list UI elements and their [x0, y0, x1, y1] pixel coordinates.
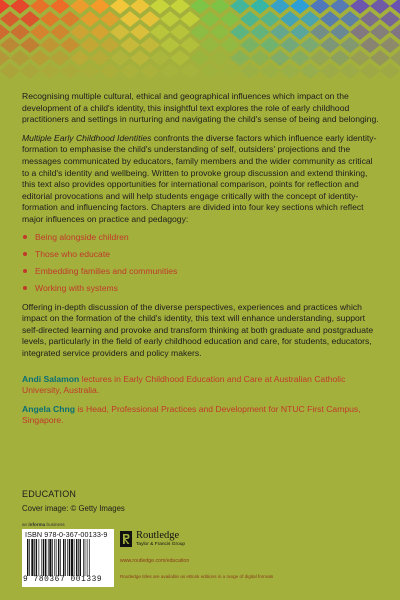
section-list: [22, 232, 380, 293]
banner-tile: [260, 37, 280, 53]
isbn-label: ISBN 978-0-367-00133-9: [25, 530, 108, 539]
banner-tile: [0, 63, 20, 79]
banner-tile: [60, 63, 80, 79]
banner-tile: [200, 37, 220, 53]
banner-tile: [110, 0, 130, 14]
banner-tile: [370, 24, 390, 40]
banner-tile: [330, 24, 350, 40]
banner-tile: [260, 63, 280, 79]
banner-tile: [10, 50, 30, 66]
barcode-bar: [76, 539, 77, 576]
barcode-bar: [36, 539, 37, 576]
banner-tile: [30, 50, 50, 66]
category-label: EDUCATION: [22, 489, 77, 499]
banner-tile: [200, 11, 220, 27]
banner-tile: [230, 0, 250, 14]
banner-tile: [170, 0, 190, 14]
banner-tile: [150, 50, 170, 66]
barcode-bar: [71, 539, 73, 576]
barcode-bar: [54, 539, 55, 576]
list-item-label: Those who educate: [35, 248, 111, 259]
banner-tile: [40, 37, 60, 53]
barcode-bar: [45, 539, 46, 576]
banner-tile: [190, 24, 210, 40]
banner-tile: [380, 37, 400, 53]
banner-tile: [230, 50, 250, 66]
banner-tile: [280, 37, 300, 53]
banner-tile: [10, 0, 30, 14]
banner-tile: [160, 37, 180, 53]
barcode-bar: [48, 539, 49, 576]
description-paragraph: [22, 133, 380, 226]
barcode-bar: [69, 539, 70, 576]
banner-tile: [170, 24, 190, 40]
banner-tile: [100, 37, 120, 53]
list-item-label: Working with systems: [35, 282, 118, 293]
barcode-bar: [67, 539, 68, 576]
banner-tile: [210, 0, 230, 14]
barcode-bar: [80, 539, 81, 576]
banner-tile: [240, 37, 260, 53]
banner-tile: [280, 63, 300, 79]
book-title: Multiple Early Childhood Identities: [22, 132, 152, 143]
barcode-bar: [52, 539, 53, 576]
list-item: [22, 283, 380, 293]
banner-tile: [150, 0, 170, 14]
banner-tile: [120, 11, 140, 27]
banner-tile: [130, 50, 150, 66]
banner-tile: [250, 0, 270, 14]
author-bio: [22, 404, 380, 427]
barcode-bar: [34, 539, 35, 576]
banner-tile: [140, 11, 160, 27]
barcode-bar: [58, 539, 59, 576]
isbn-digits: 9 780367 001339: [23, 576, 103, 584]
banner-tile: [110, 50, 130, 66]
banner-tile: [340, 37, 360, 53]
banner-tile: [100, 11, 120, 27]
barcode-bar: [43, 539, 44, 576]
publisher-name: Routledge: [136, 530, 180, 541]
banner-tile: [180, 63, 200, 79]
barcode-bar: [83, 539, 84, 576]
banner-tile: [80, 63, 100, 79]
banner-tile: [370, 50, 390, 66]
banner-tile: [360, 11, 380, 27]
author-bios: [22, 374, 380, 427]
banner-tile: [90, 50, 110, 66]
banner-tile: [80, 37, 100, 53]
banner-tile: [250, 24, 270, 40]
list-item: [22, 249, 380, 259]
bullet-icon: [23, 269, 27, 273]
banner-tile: [270, 0, 290, 14]
banner-tile: [270, 50, 290, 66]
banner-tile: [190, 0, 210, 14]
banner-tile: [320, 37, 340, 53]
routledge-logo-icon: [120, 531, 132, 547]
banner-tile: [130, 24, 150, 40]
isbn-barcode-box: [22, 529, 114, 587]
banner-tile: [350, 0, 370, 14]
author-description: is Head, Professional Practices and Development for NTUC First Campus, Singapore.: [22, 403, 361, 426]
banner-tile: [320, 11, 340, 27]
banner-tile: [370, 0, 390, 14]
banner-tile: [40, 11, 60, 27]
banner-tile: [360, 37, 380, 53]
banner-tile: [0, 37, 20, 53]
banner-tile: [70, 24, 90, 40]
informa-prefix: an: [22, 522, 29, 527]
banner-tile: [200, 63, 220, 79]
banner-tile: [140, 37, 160, 53]
bullet-icon: [23, 286, 27, 290]
barcode-bar: [63, 539, 64, 576]
banner-tile: [340, 63, 360, 79]
barcode-bar: [49, 539, 51, 576]
banner-tile: [50, 50, 70, 66]
cover-credit: Cover image: © Getty Images: [22, 504, 125, 513]
banner-tile: [270, 24, 290, 40]
banner-tile: [10, 24, 30, 40]
banner-tile: [70, 0, 90, 14]
list-item: [22, 232, 380, 242]
banner-tile: [30, 24, 50, 40]
barcode-bar: [39, 539, 40, 576]
author-name: Angela Chng: [22, 403, 75, 414]
publisher-url: www.routledge.com/education: [120, 558, 190, 564]
barcode-bar: [29, 539, 30, 576]
barcode-bar: [41, 539, 42, 576]
bullet-icon: [23, 235, 27, 239]
author-bio: [22, 374, 380, 397]
banner-tile: [120, 37, 140, 53]
banner-tile: [330, 50, 350, 66]
banner-tile: [220, 37, 240, 53]
banner-tile: [0, 0, 10, 14]
banner-tile: [300, 11, 320, 27]
banner-tile: [290, 0, 310, 14]
back-cover-text: [22, 91, 380, 434]
banner-tile: [320, 63, 340, 79]
barcode-bar: [78, 539, 79, 576]
bullet-icon: [23, 252, 27, 256]
banner-tile: [160, 63, 180, 79]
ebook-note: Routledge titles are available as eBook editions in a range of digital formats: [120, 574, 274, 579]
list-item: [22, 266, 380, 276]
banner-graphic: [0, 0, 400, 84]
banner-tile: [0, 11, 20, 27]
banner-tile: [300, 63, 320, 79]
banner-tile: [50, 24, 70, 40]
banner-tile: [20, 37, 40, 53]
banner-tile: [0, 24, 10, 40]
barcode-bar: [56, 539, 57, 576]
list-item-label: Being alongside children: [35, 231, 129, 242]
banner-tile: [240, 11, 260, 27]
banner-tile: [170, 50, 190, 66]
banner-tile: [20, 63, 40, 79]
informa-brand: informa: [28, 522, 46, 527]
banner-tile: [260, 11, 280, 27]
banner-tile: [110, 24, 130, 40]
barcode: [27, 539, 109, 576]
banner-tile: [360, 63, 380, 79]
barcode-bar: [74, 539, 75, 576]
banner-tile: [350, 24, 370, 40]
intro-paragraph: Recognising multiple cultural, ethical and geographical influences which impact on the development of a child's identity, this insightful text explores the role of early childhood practitioners and settings in nurturing and navigating the child's sense of being and belonging.: [22, 91, 379, 125]
banner-tile: [390, 24, 400, 40]
banner-tile: [290, 24, 310, 40]
banner-tile: [190, 50, 210, 66]
banner-tile: [390, 0, 400, 14]
banner-tile: [240, 63, 260, 79]
banner-tile: [180, 37, 200, 53]
banner-tile: [60, 37, 80, 53]
banner-tile: [250, 50, 270, 66]
banner-tile: [120, 63, 140, 79]
barcode-bar: [27, 539, 28, 576]
banner-tile: [70, 50, 90, 66]
banner-tile: [230, 24, 250, 40]
banner-tile: [210, 50, 230, 66]
banner-tile: [310, 0, 330, 14]
banner-tile: [140, 63, 160, 79]
banner-tile: [220, 11, 240, 27]
banner-tile: [380, 11, 400, 27]
banner-tile: [280, 11, 300, 27]
banner-tile: [180, 11, 200, 27]
publisher-group: Taylor & Francis Group: [136, 542, 186, 547]
banner-tile: [100, 63, 120, 79]
banner-tile: [60, 11, 80, 27]
banner-tile: [80, 11, 100, 27]
banner-tile: [380, 63, 400, 79]
closing-paragraph: Offering in-depth discussion of the diverse perspectives, experiences and practices which impact on the formation of the child's identity, this text will enhance understanding, support self-directed learning and provoke and transform thinking at both graduate and postgraduate levels, particularly in the field of early childhood education and care, for students, educators, integrated service providers and policy makers.: [22, 301, 374, 358]
barcode-bar: [65, 539, 66, 576]
banner-tile: [130, 0, 150, 14]
barcode-bar: [60, 539, 61, 576]
banner-tile: [220, 63, 240, 79]
banner-tile: [330, 0, 350, 14]
author-name: Andi Salamon: [22, 373, 80, 384]
banner-tile: [150, 24, 170, 40]
publisher-block: [120, 531, 240, 553]
barcode-bar: [87, 539, 88, 576]
banner-tile: [290, 50, 310, 66]
banner-tile: [390, 50, 400, 66]
barcode-bar: [89, 539, 90, 576]
list-item-label: Embedding families and communities: [35, 265, 178, 276]
banner-tile: [30, 0, 50, 14]
banner-tile: [350, 50, 370, 66]
banner-tile: [20, 11, 40, 27]
banner-tile: [310, 50, 330, 66]
banner-tile: [160, 11, 180, 27]
banner-tile: [50, 0, 70, 14]
barcode-bar: [31, 539, 33, 576]
informa-suffix: business: [45, 522, 65, 527]
informa-business-line: [22, 522, 65, 527]
author-description: lectures in Early Childhood Education and Care at Australian Catholic University, Australia.: [22, 373, 346, 396]
banner-tile: [90, 0, 110, 14]
banner-tile: [300, 37, 320, 53]
banner-tile: [310, 24, 330, 40]
banner-tile: [210, 24, 230, 40]
banner-tile: [0, 50, 10, 66]
banner-tile: [90, 24, 110, 40]
banner-tile: [40, 63, 60, 79]
banner-tile: [340, 11, 360, 27]
description-text: confronts the diverse factors which influence early identity-formation to emphasise the child's understanding of self, outsiders' projections and the messages communicated by educators, family members and the wider community as critical to a child's identity and wellbeing. Written to provoke group discussion and extend thinking, this text also provides opportunities for international comparison, points for reflection and editorial provocations and will help students engage critically with the concept of identity-formation and influencing factors. Chapters are divided into four key sections which reflect major influences on practice and pedagogy:: [22, 132, 377, 224]
barcode-bar: [85, 539, 86, 576]
gradient-banner: [0, 0, 400, 84]
